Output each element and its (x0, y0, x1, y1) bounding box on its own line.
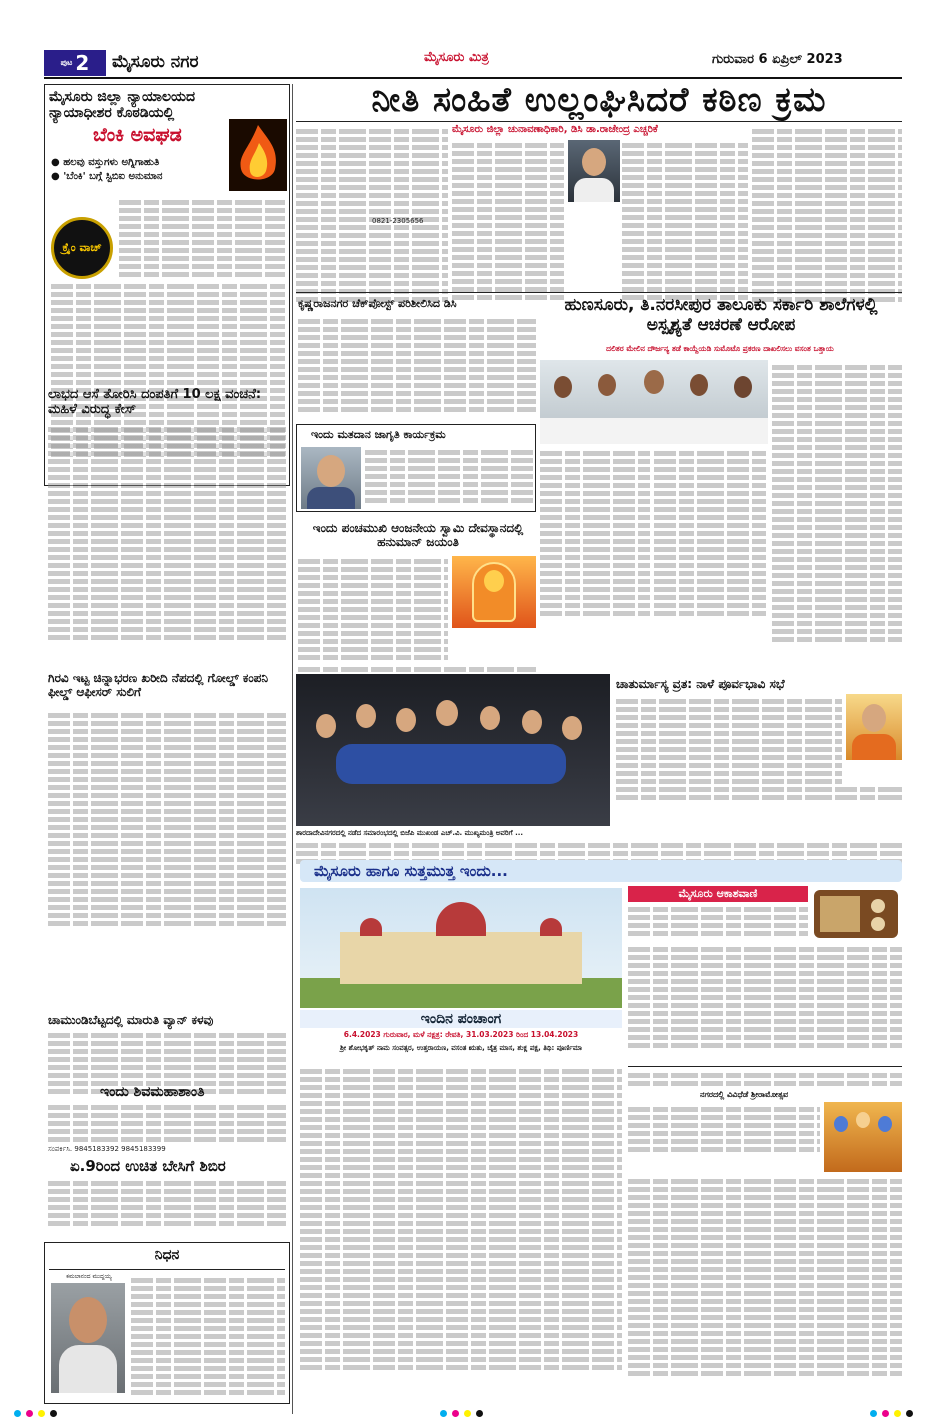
temple-events-list (628, 1176, 902, 1377)
lead-subheadline: ಮೈಸೂರು ಜಿಲ್ಲಾ ಚುನಾವಣಾಧಿಕಾರಿ, ಡಿಸಿ ಡಾ.ರಾಜೇಂದ್ರ ಎಚ್ಚರಿಕೆ (452, 124, 658, 135)
radio-title: ಮೈಸೂರು ಆಕಾಶವಾಣಿ (628, 886, 808, 902)
lead-col-1 (296, 126, 448, 303)
text-block (365, 447, 533, 504)
story-court-fire-red-headline: ಬೆಂಕಿ ಅವಘಡ (93, 124, 182, 146)
lead-headline: ನೀತಿ ಸಂಹಿತೆ ಉಲ್ಲಂಘಿಸಿದರೆ ಕಠಿಣ ಕ್ರಮ (371, 80, 827, 120)
lead-col-2 (452, 140, 564, 301)
obituary-photo (51, 1283, 125, 1393)
hanuman-jayanti-headline: ಇಂದು ಪಂಚಮುಖಿ ಆಂಜನೇಯ ಸ್ವಾಮಿ ದೇವಸ್ಥಾನದಲ್ಲಿ ಹನುಮಾನ್ ಜಯಂತಿ (312, 521, 524, 549)
obit-rule (49, 1269, 285, 1270)
story-checkpost-body (298, 316, 536, 413)
school-untouchability-headline: ಹುಣಸೂರು, ತಿ.ನರಸೀಪುರ ತಾಲೂಕು ಸರ್ಕಾರಿ ಶಾಲೆಗಳಲ್ಲಿ ಅಸ್ಪೃಶ್ಯತೆ ಆಚರಣೆ ಆರೋಪ (564, 295, 878, 335)
dc-portrait (568, 140, 620, 202)
press-meet-photo (540, 360, 768, 444)
story-van-theft-headline: ಚಾಮುಂಡಿಬೆಟ್ಟದಲ್ಲಿ ಮಾರುತಿ ವ್ಯಾನ್ ಕಳವು (48, 1013, 214, 1027)
school-col-2 (654, 448, 766, 617)
events-banner: ಮೈಸೂರು ಹಾಗೂ ಸುತ್ತಮುತ್ತ ಇಂದು... (300, 860, 902, 882)
contact-number: 0821-2305656 (372, 217, 424, 225)
obituary-caption: ಕಮಲಾನಂದ ಮುದ್ದಯ್ಯ (66, 1273, 112, 1280)
story-shanti-headline: ಇಂದು ಶಿವಮಹಾಶಾಂತಿ (100, 1084, 205, 1100)
chaturmasya-headline: ಚಾತುರ್ಮಾಸ್ಯ ವ್ರತ: ನಾಳೆ ಪೂರ್ವಭಾವಿ ಸಭೆ (616, 677, 785, 691)
hanuman-image (452, 556, 536, 628)
swamiji-portrait (846, 694, 902, 760)
story-fraud-body (48, 424, 286, 641)
bullet-2: ● 'ಬೆಂಕಿ' ಬಗ್ಗೆ ಸ್ಟಿಬಿಐ ಅನುಮಾನ (51, 171, 163, 182)
text-block (628, 904, 808, 937)
section-title: ಮೈಸೂರು ನಗರ (112, 52, 199, 72)
story-fraud-headline: ಲಾಭದ ಆಸೆ ತೋರಿಸಿ ದಂಪತಿಗೆ 10 ಲಕ್ಷ ವಂಚನೆ: ಮಹಿಳೆ ವಿರುದ್ಧ ಕೇಸ್ (48, 387, 262, 417)
page-number-badge: ಪುಟ 2 (44, 50, 106, 76)
header-rule (44, 77, 902, 79)
school-subheadline: ದಲಿತರ ಮೇಲಿನ ದೌರ್ಜನ್ಯ ತಡೆ ಕಾಯ್ದೆಯಡಿ ಸುಮೊಟೊ ಪ್ರಕರಣ ದಾಖಲಿಸಲು ವಸಂತ ಒತ್ತಾಯ (538, 344, 902, 358)
rule (628, 1066, 902, 1067)
story-court-fire-body (51, 187, 285, 191)
rule (296, 292, 902, 293)
bullet-1: ● ಹಲವು ವಸ್ತುಗಳು ಅಗ್ನಿಗಾಹುತಿ (51, 157, 160, 168)
radio-icon (812, 884, 900, 940)
obituary-headline: ನಿಧನ (154, 1247, 180, 1263)
masthead-logo: ಮೈಸೂರು ಮಿತ್ರ (424, 50, 489, 65)
story-gold-headline: ಗಿರವಿ ಇಟ್ಟ ಚಿನ್ನಾಭರಣ ಖರೀದಿ ನೆಪದಲ್ಲಿ ಗೋಲ್ಡ್ ಕಂಪನಿ ಫೀಲ್ಡ್ ಆಫೀಸರ್ ಸುಲಿಗೆ (48, 671, 268, 699)
story-checkpost-headline: ಕೃಷ್ಣರಾಜನಗರ ಚೆಕ್‌ಪೋಸ್ಟ್ ಪರಿಶೀಲಿಸಿದ ಡಿಸಿ (298, 297, 457, 310)
mysore-palace-image (300, 888, 622, 1008)
panchanga-line-2: ಶ್ರೀ ಶೋಭಕೃತ್ ನಾಮ ಸಂವತ್ಸರ, ಉತ್ತರಾಯಣ, ವಸಂತ ಋತು, ಚೈತ್ರ ಮಾಸ, ಶುಕ್ಲ ಪಕ್ಷ, ತಿಥಿ: ಪೂರ್ಣಿಮಾ (340, 1044, 582, 1052)
obituary-body (131, 1275, 285, 1396)
school-col-3 (772, 362, 902, 643)
text-block (298, 664, 536, 673)
story-court-fire-headline: ಮೈಸೂರು ಜಿಲ್ಲಾ ನ್ಯಾಯಾಲಯದ ನ್ಯಾಯಾಧೀಶರ ಕೊಠಡಿಯಲ್ಲಿ (49, 89, 196, 122)
contact-phone: ಸಂಪರ್ಕಿಸಿ. 9845183392 9845183399 (48, 1145, 166, 1153)
voting-awareness-box (296, 424, 536, 512)
voting-portrait (301, 447, 361, 509)
story-shanti-body (48, 1102, 286, 1154)
registration-dots-center (440, 1410, 483, 1417)
registration-dots-left (14, 1410, 57, 1417)
text-block (628, 1104, 820, 1153)
school-col-1 (540, 448, 650, 617)
story-camp-body (48, 1178, 286, 1227)
fire-image-icon (229, 119, 287, 191)
lead-col-3 (622, 140, 748, 301)
event-photo-caption: ಶಾರದಾದೇವಿನಗರದಲ್ಲಿ ನಡೆದ ಸಮಾರಂಭದಲ್ಲಿ ಬಿಜೆಪಿ ಮುಖಂಡ ಎಚ್.ವಿ. ಮುಖ್ಯಮಂತ್ರಿ ಅವರಿಗೆ ... (296, 829, 524, 837)
event-photo (296, 674, 610, 826)
radio-schedule (628, 944, 902, 1049)
panchanga-line: 6.4.2023 ಗುರುವಾರ, ಮಳೆ ನಕ್ಷತ್ರ: ರೇವತಿ, 31.03.2023 ರಿಂದ 13.04.2023 (343, 1030, 579, 1039)
rama-image (824, 1102, 902, 1172)
lead-col-4 (752, 126, 902, 303)
crime-watch-badge: ಕ್ರೈಂ ವಾಚ್ (51, 217, 113, 279)
hanuman-body (298, 556, 448, 661)
registration-dots-right (870, 1410, 913, 1417)
obituary-box (44, 1242, 290, 1404)
panchanga-title: ಇಂದಿನ ಪಂಚಾಂಗ (300, 1010, 622, 1028)
chaturmasya-body (616, 696, 842, 785)
text-block (616, 784, 902, 801)
text-block (628, 1070, 902, 1087)
story-camp-headline: ಏ.9ರಿಂದ ಉಚಿತ ಬೇಸಿಗೆ ಶಿಬಿರ (70, 1157, 226, 1175)
story-gold-body (48, 710, 286, 927)
voting-awareness-headline: ಇಂದು ಮತದಾನ ಜಾಗೃತಿ ಕಾರ್ಯಕ್ರಮ (311, 428, 446, 441)
date-line: ಗುರುವಾರ 6 ಏಪ್ರಿಲ್ 2023 (712, 52, 843, 67)
column-divider (292, 84, 293, 1414)
events-left-list (300, 1066, 622, 1371)
lead-rule (296, 121, 902, 122)
temple-events-title: ನಗರದಲ್ಲಿ ವಿವಿಧೆಡೆ ಶ್ರೀರಾಮೋತ್ಸವ (700, 1090, 789, 1099)
text-block (119, 197, 285, 278)
